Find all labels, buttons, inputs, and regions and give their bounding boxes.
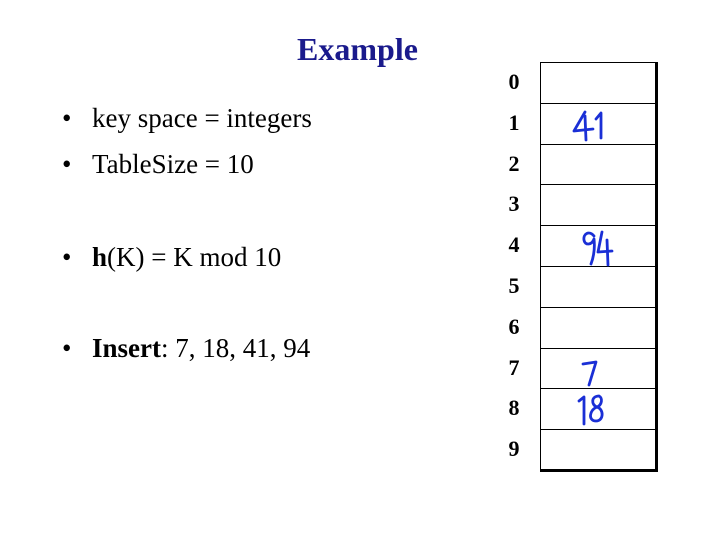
bullet-text: TableSize = 10 (92, 149, 254, 179)
table-slot (541, 349, 655, 390)
slide-title: Example (297, 31, 418, 67)
table-slot (541, 226, 655, 267)
hash-function-body: (K) = K mod 10 (107, 242, 282, 272)
bullet-dot: • (62, 149, 72, 179)
bullet-table-size (62, 147, 254, 181)
hash-table (540, 62, 658, 472)
table-index: 9 (508, 436, 520, 462)
bullet-hash-function (62, 240, 281, 274)
table-slot (541, 185, 655, 226)
bullet-key-space (62, 101, 312, 135)
table-index: 4 (508, 232, 520, 258)
table-slot (541, 267, 655, 308)
table-index: 8 (508, 395, 520, 421)
handwritten-7 (541, 349, 655, 389)
table-index: 3 (508, 191, 520, 217)
bullet-dot: • (62, 103, 72, 133)
insert-values: : 7, 18, 41, 94 (161, 333, 311, 363)
table-slot (541, 104, 655, 145)
table-slot (541, 63, 655, 104)
insert-label: Insert (92, 333, 161, 363)
table-index: 1 (508, 109, 520, 135)
handwritten-94 (541, 226, 655, 266)
table-index: 5 (508, 272, 520, 298)
table-slot (541, 308, 655, 349)
table-index: 7 (508, 354, 520, 380)
bullet-dot: • (62, 242, 72, 272)
hash-function-name: h (92, 242, 108, 272)
bullet-dot: • (62, 333, 72, 363)
handwritten-41 (541, 104, 655, 144)
bullet-text: key space = integers (92, 103, 312, 133)
table-slot (541, 389, 655, 430)
table-index-column (497, 62, 531, 470)
table-slot (541, 430, 655, 470)
table-index: 2 (508, 150, 520, 176)
table-slot (541, 145, 655, 186)
handwritten-18 (541, 389, 655, 429)
bullet-insert (62, 331, 310, 365)
table-index: 0 (508, 69, 520, 94)
table-index: 6 (508, 313, 520, 339)
